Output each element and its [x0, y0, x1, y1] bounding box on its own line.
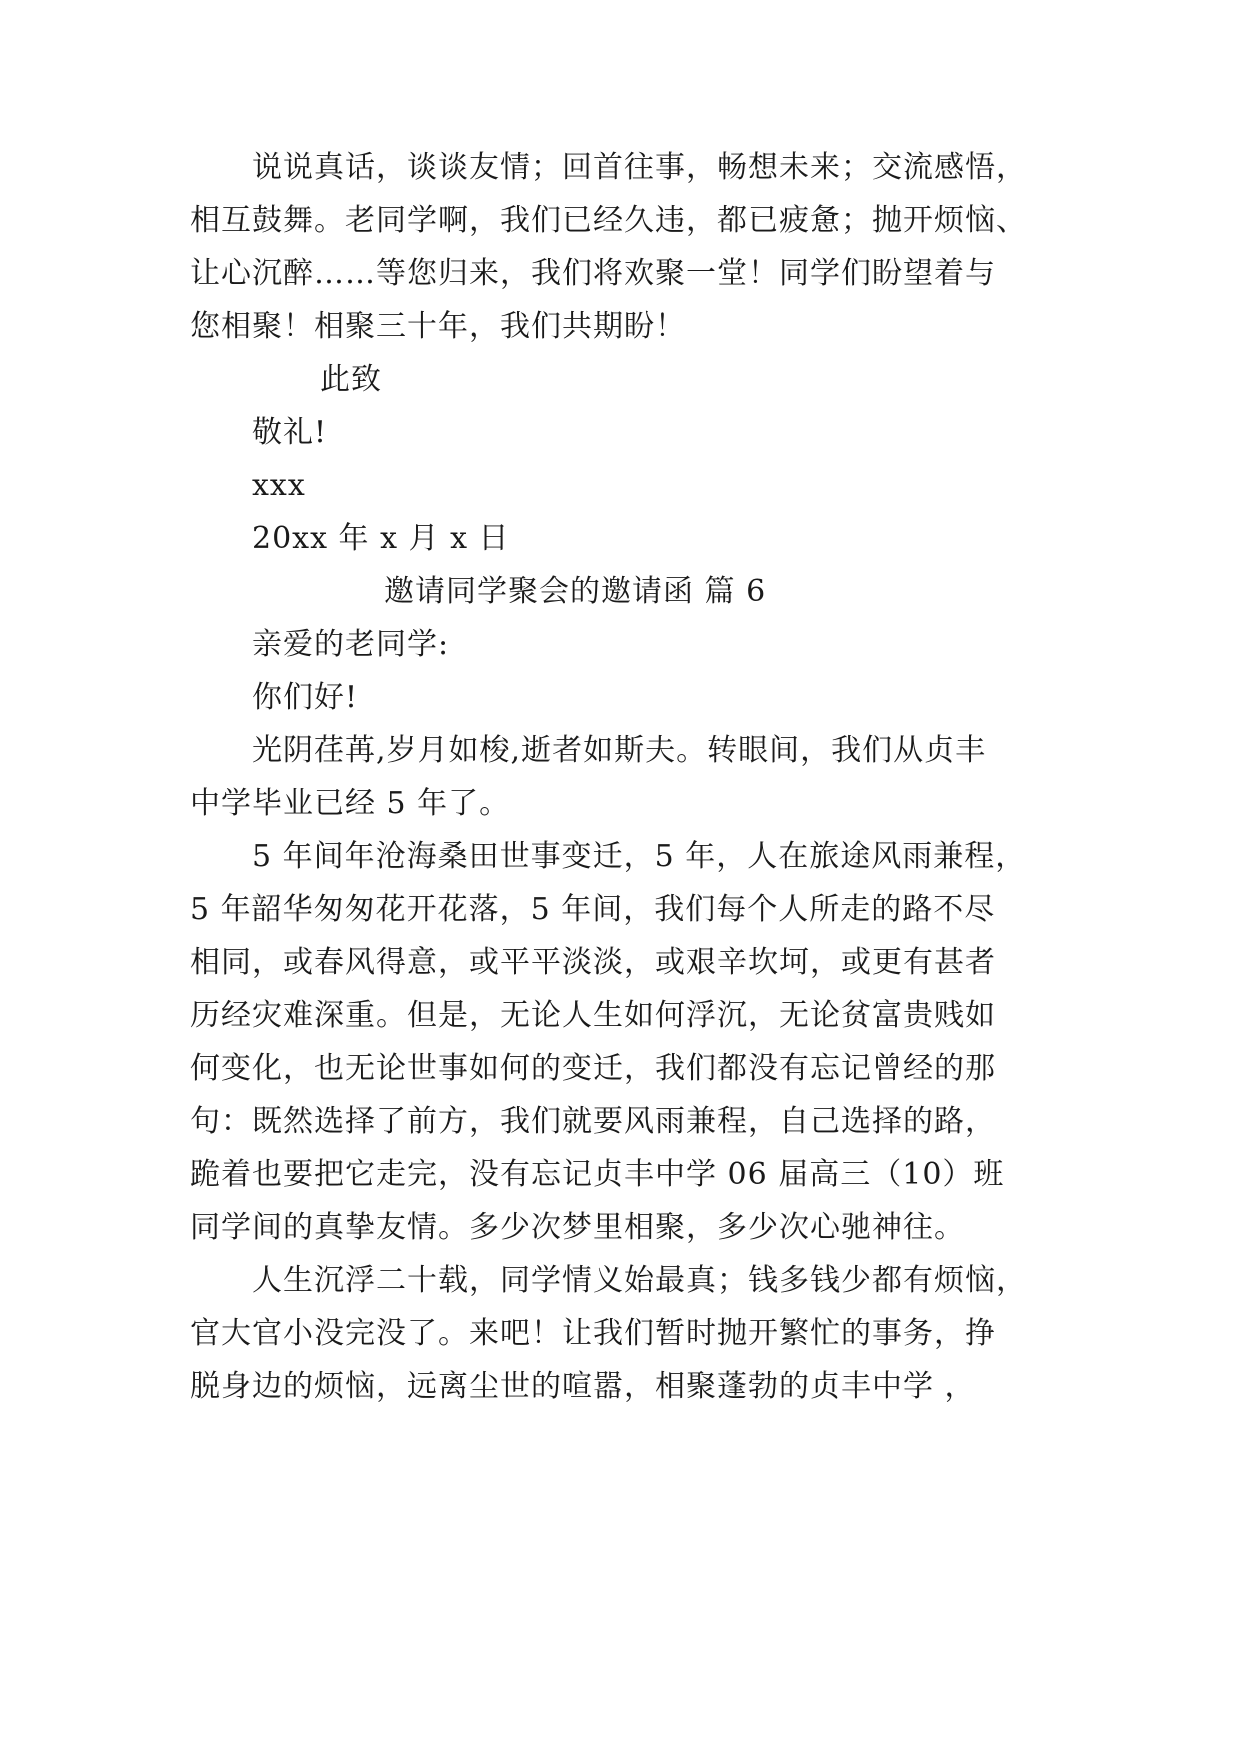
hello: 你们好! [252, 680, 359, 715]
intro-line-4: 您相聚！相聚三十年，我们共期盼！ [190, 309, 686, 344]
closing-ci-zhi: 此致 [320, 362, 382, 397]
paragraph1-line-1: 光阴荏苒,岁月如梭,逝者如斯夫。转眼间，我们从贞丰 [252, 733, 987, 768]
closing-jing-li: 敬礼! [252, 415, 328, 450]
paragraph3-line-1: 人生沉浮二十载，同学情义始最真；钱多钱少都有烦恼， [252, 1263, 1027, 1298]
paragraph2-line-1: 5 年间年沧海桑田世事变迁，5 年，人在旅途风雨兼程， [252, 839, 1027, 874]
paragraph3-line-2: 官大官小没完没了。来吧！让我们暂时抛开繁忙的事务，挣 [190, 1316, 996, 1351]
paragraph2-line-8: 同学间的真挚友情。多少次梦里相聚，多少次心驰神往。 [190, 1210, 965, 1245]
section-title: 邀请同学聚会的邀请函 篇 6 [384, 574, 767, 609]
paragraph2-line-2: 5 年韶华匆匆花开花落，5 年间，我们每个人所走的路不尽 [190, 892, 996, 927]
paragraph3-line-3: 脱身边的烦恼，远离尘世的喧嚣，相聚蓬勃的贞丰中学 ， [190, 1369, 976, 1404]
date: 20xx 年 x 月 x 日 [252, 521, 510, 556]
paragraph2-line-7: 跪着也要把它走完，没有忘记贞丰中学 06 届高三（10）班 [190, 1157, 1005, 1192]
paragraph2-line-5: 何变化，也无论世事如何的变迁，我们都没有忘记曾经的那 [190, 1051, 996, 1086]
intro-line-1: 说说真话，谈谈友情；回首往事，畅想未来；交流感悟， [252, 150, 1027, 185]
paragraph2-line-6: 句：既然选择了前方，我们就要风雨兼程，自己选择的路， [190, 1104, 996, 1139]
intro-line-2: 相互鼓舞。老同学啊，我们已经久违，都已疲惫；抛开烦恼、 [190, 203, 1027, 238]
paragraph1-line-2: 中学毕业已经 5 年了。 [190, 786, 511, 821]
paragraph2-line-4: 历经灾难深重。但是，无论人生如何浮沉，无论贫富贵贱如 [190, 998, 996, 1033]
signature: xxx [252, 468, 306, 503]
greeting: 亲爱的老同学: [252, 627, 450, 662]
paragraph2-line-3: 相同，或春风得意，或平平淡淡，或艰辛坎坷，或更有甚者 [190, 945, 996, 980]
intro-line-3: 让心沉醉……等您归来，我们将欢聚一堂！同学们盼望着与 [190, 256, 996, 291]
